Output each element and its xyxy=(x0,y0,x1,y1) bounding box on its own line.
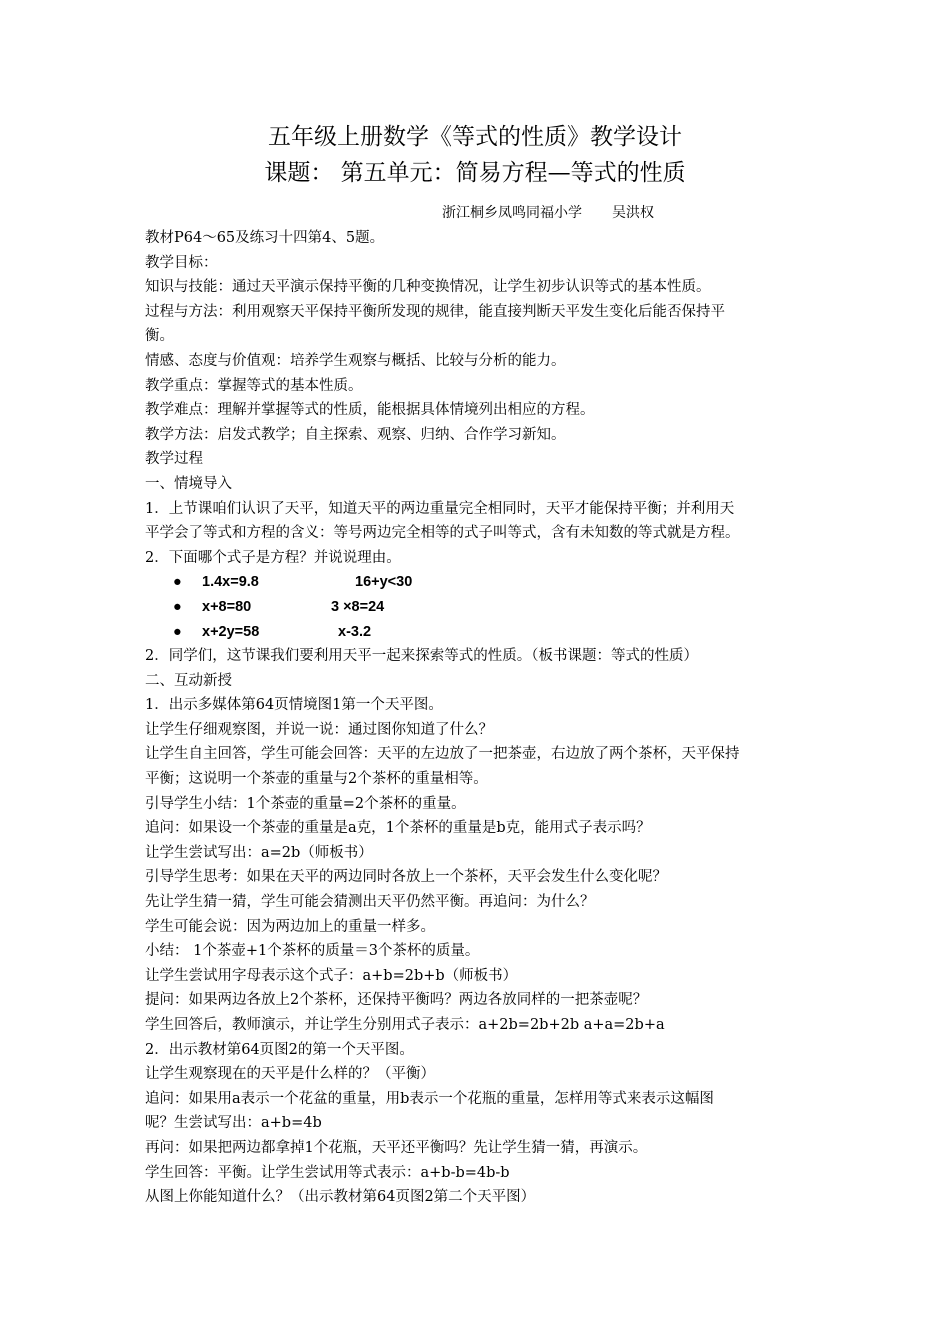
text-line: 提问：如果两边各放上2个茶杯，还保持平衡吗？两边各放同样的一把茶壶呢？ xyxy=(145,992,648,1009)
text-line: 从图上你能知道什么？（出示教材第64页图2第二个天平图） xyxy=(145,1189,536,1206)
bullet-icon: ● xyxy=(173,574,182,591)
text-line: 平衡；这说明一个茶壶的重量与2个茶杯的重量相等。 xyxy=(145,771,488,788)
text-line: 过程与方法：利用观察天平保持平衡所发现的规律，能直接判断天平发生变化后能否保持平 xyxy=(145,303,725,320)
text-line: 让学生观察现在的天平是什么样的？（平衡） xyxy=(145,1066,435,1083)
bullet-icon: ● xyxy=(173,623,182,640)
equation-bullet-item xyxy=(145,570,825,595)
equation-left: x+2y=58 xyxy=(202,623,260,640)
text-line: 一、情境导入 xyxy=(145,475,232,492)
text-line: 教学方法：启发式教学；自主探索、观察、归纳、合作学习新知。 xyxy=(145,426,566,443)
text-line: 让学生尝试用字母表示这个式子：a+b=2b+b（师板书） xyxy=(145,967,518,984)
bullet-icon: ● xyxy=(173,598,182,615)
text-line: 教材P64～65及练习十四第4、5题。 xyxy=(145,230,385,246)
text-line: 让学生仔细观察图，并说一说：通过图你知道了什么？ xyxy=(145,721,493,738)
equation-left: x+8=80 xyxy=(202,598,252,615)
text-line: 再问：如果把两边都拿掉1个花瓶，天平还平衡吗？先让学生猜一猜，再演示。 xyxy=(145,1139,648,1156)
text-line: 衡。 xyxy=(145,328,174,345)
text-line: 让学生尝试写出：a=2b（师板书） xyxy=(145,844,373,861)
text-line: 2．下面哪个式子是方程？并说说理由。 xyxy=(145,549,401,566)
text-line: 引导学生小结：1个茶壶的重量=2个茶杯的重量。 xyxy=(145,795,466,812)
text-line: 1．出示多媒体第64页情境图1第一个天平图。 xyxy=(145,697,443,714)
text-line: 教学目标： xyxy=(145,254,218,271)
equation-right: 16+y<30 xyxy=(355,574,413,591)
text-line: 呢？生尝试写出：a+b=4b xyxy=(145,1115,322,1132)
equation-bullet-item xyxy=(145,620,825,645)
text-line: 知识与技能：通过天平演示保持平衡的几种变换情况，让学生初步认识等式的基本性质。 xyxy=(145,279,711,296)
text-line: 平学会了等式和方程的含义：等号两边完全相等的式子叫等式，含有未知数的等式就是方程。 xyxy=(145,525,740,542)
text-line: 学生回答：平衡。让学生尝试用等式表示：a+b-b=4b-b xyxy=(145,1164,510,1181)
equation-right: 3 ×8=24 xyxy=(331,598,385,615)
text-line: 教学重点：掌握等式的基本性质。 xyxy=(145,377,363,394)
equation-left: 1.4x=9.8 xyxy=(202,574,259,591)
document-body xyxy=(145,226,825,1210)
equation-right: x-3.2 xyxy=(338,623,372,640)
text-line: 小结： 1个茶壶+1个茶杯的质量＝3个茶杯的质量。 xyxy=(145,943,480,960)
text-line: 学生可能会说：因为两边加上的重量一样多。 xyxy=(145,918,435,935)
author-line xyxy=(442,203,654,223)
text-line: 1．上节课咱们认识了天平，知道天平的两边重量完全相同时，天平才能保持平衡；并利用天 xyxy=(145,500,735,517)
author-school: 浙江桐乡凤鸣同福小学 xyxy=(442,205,582,221)
text-line: 追问：如果用a表示一个花盆的重量，用b表示一个花瓶的重量，怎样用等式来表示这幅图 xyxy=(145,1090,714,1107)
text-line: 学生回答后，教师演示，并让学生分别用式子表示：a+2b=2b+2b a+a=2b+a xyxy=(145,1017,665,1033)
text-line: 2．出示教材第64页图2的第一个天平图。 xyxy=(145,1041,414,1058)
text-line: 引导学生思考：如果在天平的两边同时各放上一个茶杯，天平会发生什么变化呢？ xyxy=(145,869,667,886)
text-line: 教学难点：理解并掌握等式的性质，能根据具体情境列出相应的方程。 xyxy=(145,402,595,419)
author-name: 吴洪权 xyxy=(612,205,654,221)
lesson-subtitle: 课题： 第五单元：简易方程—等式的性质 xyxy=(264,160,686,186)
text-line: 2．同学们，这节课我们要利用天平一起来探索等式的性质。（板书课题：等式的性质） xyxy=(145,648,698,665)
text-line: 追问：如果设一个茶壶的重量是a克，1个茶杯的重量是b克，能用式子表示吗？ xyxy=(145,820,651,837)
text-line: 教学过程 xyxy=(145,451,203,468)
document-title: 五年级上册数学《等式的性质》教学设计 xyxy=(268,124,682,150)
text-line: 二、互动新授 xyxy=(145,672,232,689)
text-line: 让学生自主回答，学生可能会回答：天平的左边放了一把茶壶，右边放了两个茶杯，天平保持 xyxy=(145,746,740,763)
equation-bullet-item xyxy=(145,595,825,620)
text-line: 先让学生猜一猜，学生可能会猜测出天平仍然平衡。再追问：为什么？ xyxy=(145,894,595,911)
text-line: 情感、态度与价值观：培养学生观察与概括、比较与分析的能力。 xyxy=(145,352,566,369)
